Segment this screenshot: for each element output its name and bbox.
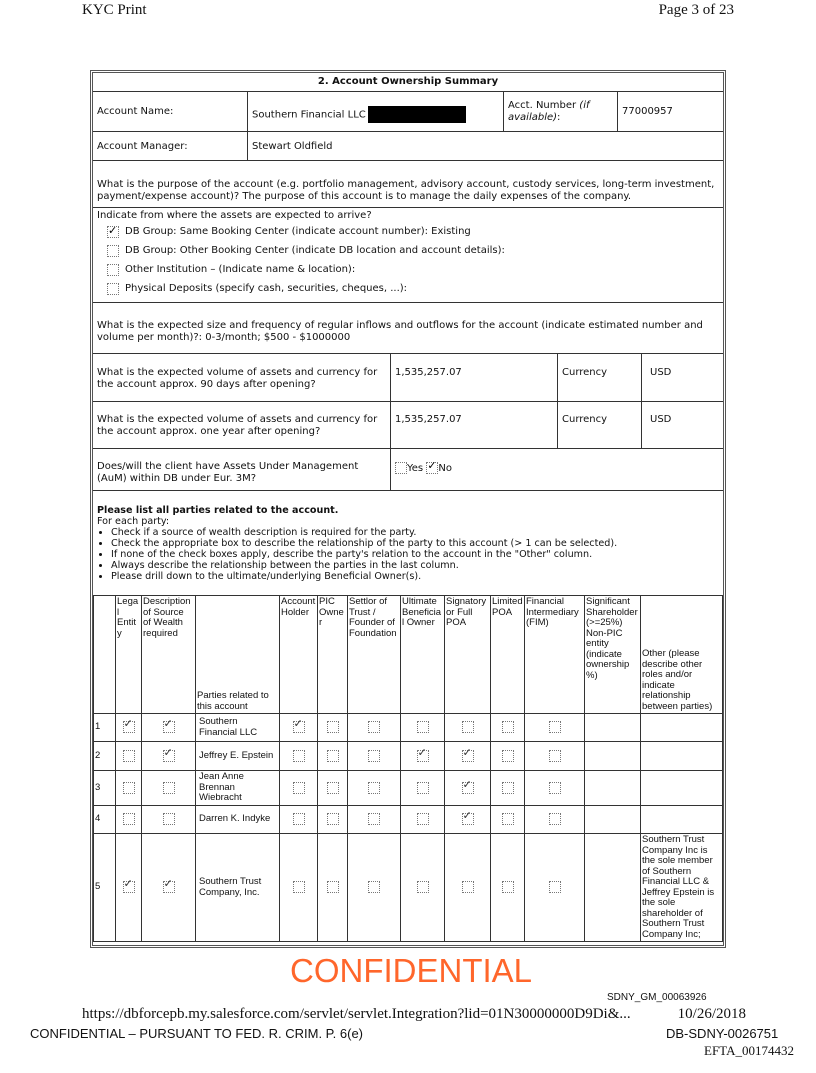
column-header: Significant Shareholder (>=25%) Non-PIC entity (indicate ownership %) [585, 596, 641, 714]
asset-origin-label: DB Group: Same Booking Center (indicate account number): Existing [125, 226, 471, 237]
column-header: Parties related to this account [196, 596, 280, 714]
aum-yes-checkbox[interactable] [395, 462, 407, 474]
column-header: Settlor of Trust / Founder of Foundation [348, 596, 401, 714]
shareholder-percent [585, 771, 641, 806]
row-number: 2 [94, 742, 116, 771]
account-manager-value: Stewart Oldfield [252, 141, 333, 152]
party-checkbox[interactable] [417, 721, 429, 733]
party-checkbox[interactable] [123, 813, 135, 825]
volume-90-question: What is the expected volume of assets and currency for the account approx. 90 days after opening? [93, 354, 391, 401]
aum-answer [391, 449, 723, 490]
party-checkbox[interactable] [368, 750, 380, 762]
row-number: 5 [94, 834, 116, 942]
party-checkbox-cell [280, 806, 318, 834]
aum-yes-label: Yes [407, 463, 424, 474]
column-header: Financial Intermediary (FIM) [525, 596, 585, 714]
party-name: Jean Anne Brennan Wiebracht [196, 771, 280, 806]
party-checkbox[interactable] [293, 721, 305, 733]
asset-origin-checkbox[interactable] [107, 245, 119, 257]
party-checkbox-cell [445, 742, 491, 771]
section-title: 2. Account Ownership Summary [93, 73, 723, 92]
party-checkbox-cell [142, 714, 196, 742]
party-checkbox[interactable] [502, 782, 514, 794]
asset-origin-option [97, 241, 719, 260]
party-checkbox-cell [116, 806, 142, 834]
party-checkbox-cell [280, 771, 318, 806]
parties-table [93, 595, 723, 942]
asset-origin-label: Other Institution – (Indicate name & location): [125, 264, 356, 275]
asset-origin-label: Physical Deposits (specify cash, securities, cheques, ...): [125, 283, 408, 294]
party-checkbox[interactable] [462, 881, 474, 893]
asset-origin-checkbox[interactable] [107, 283, 119, 295]
party-checkbox-cell [318, 714, 348, 742]
account-manager-label: Account Manager: [93, 132, 248, 160]
column-header [94, 596, 116, 714]
party-checkbox[interactable] [502, 881, 514, 893]
account-name-label: Account Name: [93, 92, 248, 131]
party-checkbox-cell [348, 771, 401, 806]
party-checkbox[interactable] [163, 750, 175, 762]
party-checkbox-cell [142, 834, 196, 942]
asset-origin-option [97, 260, 719, 279]
redaction-box [368, 106, 466, 123]
party-checkbox[interactable] [462, 813, 474, 825]
party-checkbox-cell [348, 742, 401, 771]
party-checkbox[interactable] [502, 813, 514, 825]
party-checkbox[interactable] [549, 750, 561, 762]
party-checkbox-cell [491, 742, 525, 771]
party-checkbox-cell [445, 714, 491, 742]
print-title: KYC Print [82, 2, 147, 18]
confidential-notice: CONFIDENTIAL – PURSUANT TO FED. R. CRIM. P. 6(e) [30, 1026, 364, 1041]
column-header: PIC Owner [318, 596, 348, 714]
party-checkbox-cell [318, 806, 348, 834]
party-checkbox-cell [280, 742, 318, 771]
party-row [94, 834, 723, 942]
shareholder-percent [585, 714, 641, 742]
party-checkbox-cell [280, 834, 318, 942]
party-name: Darren K. Indyke [196, 806, 280, 834]
parties-instructions [97, 505, 719, 582]
party-checkbox[interactable] [293, 813, 305, 825]
party-checkbox[interactable] [327, 782, 339, 794]
asset-origin-label: DB Group: Other Booking Center (indicate DB location and account details): [125, 245, 505, 256]
party-checkbox-cell [525, 771, 585, 806]
column-header: Signatory or Full POA [445, 596, 491, 714]
column-header: Ultimate Beneficial Owner [401, 596, 445, 714]
asset-origin-checkbox[interactable] [107, 264, 119, 276]
party-checkbox[interactable] [123, 881, 135, 893]
party-checkbox-cell [116, 714, 142, 742]
asset-origin-option [97, 279, 719, 298]
instruction-item: • Please drill down to the ultimate/underlying Beneficial Owner(s). [111, 571, 719, 582]
asset-origin-option [97, 222, 719, 241]
party-checkbox-cell [491, 771, 525, 806]
confidential-watermark: CONFIDENTIAL [290, 952, 533, 989]
party-checkbox-cell [401, 771, 445, 806]
aum-row [93, 449, 723, 491]
party-checkbox-cell [401, 714, 445, 742]
other-relationship [641, 742, 723, 771]
party-checkbox[interactable] [549, 721, 561, 733]
party-checkbox[interactable] [293, 881, 305, 893]
party-checkbox[interactable] [417, 881, 429, 893]
volume-1y-amount: 1,535,257.07 [391, 402, 558, 448]
party-checkbox-cell [116, 834, 142, 942]
aum-no-checkbox[interactable] [426, 462, 438, 474]
party-checkbox-cell [348, 834, 401, 942]
party-checkbox[interactable] [293, 750, 305, 762]
party-checkbox-cell [525, 806, 585, 834]
volume-1y-question: What is the expected volume of assets and currency for the account approx. one year after opening? [93, 402, 391, 448]
party-checkbox[interactable] [163, 813, 175, 825]
party-checkbox[interactable] [327, 721, 339, 733]
party-checkbox[interactable] [417, 750, 429, 762]
row-number: 1 [94, 714, 116, 742]
party-checkbox[interactable] [368, 813, 380, 825]
party-checkbox[interactable] [293, 782, 305, 794]
party-checkbox[interactable] [549, 782, 561, 794]
footer-url-row [82, 1006, 746, 1023]
volume-90-currency-label: Currency [558, 354, 642, 401]
party-checkbox[interactable] [327, 813, 339, 825]
acct-number-value: 77000957 [622, 106, 673, 117]
party-checkbox[interactable] [123, 750, 135, 762]
party-checkbox-cell [525, 742, 585, 771]
source-url: https://dbforcepb.my.salesforce.com/servlet/servlet.Integration?lid=01N30000000D9Di&... [82, 1006, 631, 1022]
party-checkbox[interactable] [417, 813, 429, 825]
party-checkbox-cell [116, 771, 142, 806]
party-checkbox[interactable] [502, 721, 514, 733]
account-name-row [93, 92, 723, 132]
party-checkbox[interactable] [462, 782, 474, 794]
party-checkbox[interactable] [163, 782, 175, 794]
instruction-item: • Always describe the relationship between the parties in the last column. [111, 560, 719, 571]
page-number: Page 3 of 23 [658, 2, 734, 18]
party-checkbox[interactable] [549, 813, 561, 825]
party-checkbox-cell [491, 806, 525, 834]
inflow-size-question: What is the expected size and frequency of regular inflows and outflows for the account (indicate estimated number and volume per month)?: 0-3/month; $500 - $1000000 [93, 303, 723, 354]
party-checkbox-cell [445, 834, 491, 942]
assets-origin [93, 208, 723, 303]
volume-90-amount: 1,535,257.07 [391, 354, 558, 401]
shareholder-percent [585, 742, 641, 771]
party-checkbox-cell [280, 714, 318, 742]
volume-1y-currency: USD [650, 414, 672, 425]
volume-90-currency: USD [650, 367, 672, 378]
bates-efta: EFTA_00174432 [704, 1043, 794, 1058]
asset-origin-checkbox[interactable] [107, 226, 119, 238]
volume-1-year-row [93, 402, 723, 449]
acct-number-label [504, 92, 618, 131]
account-name-text: Southern Financial LLC [252, 109, 366, 121]
account-ownership-form [90, 70, 726, 948]
party-name: Jeffrey E. Epstein [196, 742, 280, 771]
volume-90-days-row [93, 354, 723, 402]
party-checkbox[interactable] [462, 750, 474, 762]
column-header: Other (please describe other roles and/or indicate relationship between parties) [641, 596, 723, 714]
instruction-list [97, 527, 719, 582]
party-checkbox[interactable] [368, 721, 380, 733]
instruction-item: • Check if a source of wealth description is required for the party. [111, 527, 719, 538]
print-date: 10/26/2018 [677, 1006, 746, 1022]
party-checkbox-cell [525, 714, 585, 742]
bates-sdny-gm: SDNY_GM_00063926 [607, 992, 707, 1003]
parties-heading: Please list all parties related to the account. [97, 505, 339, 516]
instruction-item: • Check the appropriate box to describe the relationship of the party to this account (> 1 can be selected). [111, 538, 719, 549]
row-number: 3 [94, 771, 116, 806]
party-checkbox[interactable] [327, 881, 339, 893]
acct-label-colon: : [557, 112, 561, 123]
column-header: Description of Source of Wealth required [142, 596, 196, 714]
row-number: 4 [94, 806, 116, 834]
party-row [94, 714, 723, 742]
party-row [94, 806, 723, 834]
party-checkbox-cell [142, 742, 196, 771]
party-checkbox-cell [445, 806, 491, 834]
other-relationship [641, 714, 723, 742]
shareholder-percent [585, 834, 641, 942]
party-checkbox[interactable] [163, 721, 175, 733]
party-checkbox[interactable] [462, 721, 474, 733]
party-checkbox-cell [348, 806, 401, 834]
party-checkbox[interactable] [417, 782, 429, 794]
party-checkbox[interactable] [502, 750, 514, 762]
party-checkbox-cell [525, 834, 585, 942]
other-relationship: Southern Trust Company Inc is the sole member of Southern Financial LLC & Jeffrey Epstein is the sole shareholder of Southern Trust Company Inc; [641, 834, 723, 942]
other-relationship [641, 771, 723, 806]
acct-label-italic: (if available) [508, 100, 590, 123]
instruction-item: • If none of the check boxes apply, describe the party's relation to the account in the "Other" column. [111, 549, 719, 560]
column-header: Account Holder [280, 596, 318, 714]
party-name: Southern Trust Company, Inc. [196, 834, 280, 942]
party-checkbox[interactable] [163, 881, 175, 893]
party-checkbox-cell [348, 714, 401, 742]
party-row [94, 771, 723, 806]
party-checkbox-cell [318, 771, 348, 806]
party-checkbox-cell [142, 771, 196, 806]
aum-question: Does/will the client have Assets Under Management (AuM) within DB under Eur. 3M? [93, 449, 391, 490]
other-relationship [641, 806, 723, 834]
assets-question: Indicate from where the assets are expected to arrive? [97, 210, 372, 221]
party-checkbox[interactable] [327, 750, 339, 762]
party-checkbox-cell [491, 834, 525, 942]
shareholder-percent [585, 806, 641, 834]
column-header: Limited POA [491, 596, 525, 714]
party-checkbox-cell [401, 834, 445, 942]
party-name: Southern Financial LLC [196, 714, 280, 742]
party-checkbox[interactable] [123, 721, 135, 733]
account-manager-row [93, 132, 723, 161]
party-checkbox-cell [142, 806, 196, 834]
party-checkbox-cell [318, 742, 348, 771]
party-row [94, 742, 723, 771]
party-checkbox[interactable] [368, 881, 380, 893]
bates-db-sdny: DB-SDNY-0026751 [666, 1026, 779, 1041]
party-checkbox[interactable] [123, 782, 135, 794]
party-checkbox-cell [318, 834, 348, 942]
party-checkbox-cell [445, 771, 491, 806]
account-purpose: What is the purpose of the account (e.g. portfolio management, advisory account, custody services, long-term investment, payment/expense account)? The purpose of this account is to manage the daily expenses of the company. [93, 161, 723, 208]
party-checkbox-cell [116, 742, 142, 771]
account-name-value [248, 92, 504, 131]
aum-no-label: No [438, 463, 452, 474]
volume-1y-currency-label: Currency [558, 402, 642, 448]
party-checkbox[interactable] [368, 782, 380, 794]
party-checkbox-cell [491, 714, 525, 742]
party-checkbox[interactable] [549, 881, 561, 893]
parties-intro: For each party: [97, 516, 170, 527]
party-checkbox-cell [401, 742, 445, 771]
column-header: Legal Entity [116, 596, 142, 714]
acct-label-text: Acct. Number [508, 100, 580, 111]
party-checkbox-cell [401, 806, 445, 834]
